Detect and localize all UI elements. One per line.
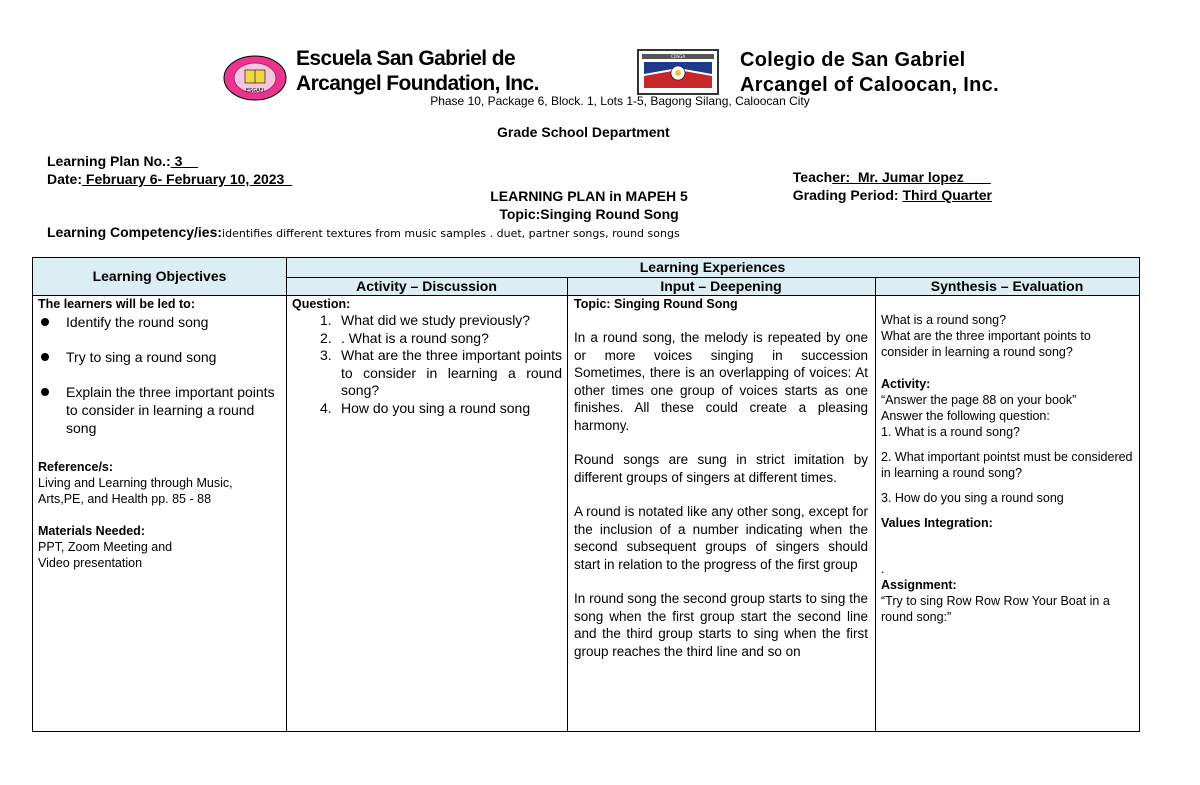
list-item: Identify the round song: [38, 313, 281, 331]
synthesis-q2: What are the three important points to consider in learning a round song?: [881, 329, 1091, 359]
materials-line2: Video presentation: [38, 556, 143, 570]
values-integration-dot: .: [881, 562, 885, 576]
activity-cell: [292, 296, 562, 417]
teacher-value: er: Mr. Jumar lopez: [832, 169, 991, 185]
references-text: Living and Learning through Music, Arts,PE, and Health pp. 85 - 88: [38, 476, 233, 506]
school-address: Phase 10, Package 6, Block. 1, Lots 1-5, Bagong Silang, Caloocan City: [430, 94, 810, 108]
competency-value: identifies different textures from music samples . duet, partner songs, round songs: [222, 227, 680, 240]
school-name-left-line1: Escuela San Gabriel de: [296, 47, 516, 70]
bullet-icon: [41, 318, 49, 326]
input-paragraph-2: Round songs are sung in strict imitation by different groups of singers at different times.: [574, 452, 868, 485]
plan-date-label: Date:: [47, 171, 83, 187]
plan-number-label: Learning Plan No.:: [47, 153, 171, 169]
plan-number-value: 3__: [170, 153, 198, 169]
svg-text:CDSGA: CDSGA: [670, 54, 686, 59]
plan-date: [47, 171, 292, 187]
synthesis-cell: [881, 296, 1135, 625]
svg-text:ESGAFI: ESGAFI: [246, 88, 264, 94]
header-learning-objectives: Learning Objectives: [92, 268, 227, 284]
input-paragraph-4: In round song the second group starts to sing the song when the first group start the second line and the third group starts to sing when the first group reaches the third line and so on: [574, 591, 868, 659]
column-divider: [875, 277, 876, 731]
list-item: 1. What did we study previously?: [320, 312, 531, 328]
column-divider: [567, 277, 568, 731]
input-paragraph-3: A round is notated like any other song, except for the inclusion of a number indicating when the second subsequent groups of singers should start in relation to the progress of the first group: [574, 504, 868, 572]
school-name-left: [296, 46, 539, 96]
learning-plan-table: [32, 257, 1140, 732]
school-logo-right: [636, 48, 720, 96]
plan-date-value: February 6- February 10, 2023_: [82, 171, 293, 187]
materials-label: Materials Needed:: [38, 524, 145, 538]
bullet-icon: [41, 388, 49, 396]
values-integration-label: Values Integration:: [881, 516, 993, 530]
list-item: 4. How do you sing a round song: [320, 399, 531, 416]
synthesis-a2: 2. What important pointst must be considered in learning a round song?: [881, 450, 1133, 480]
list-item: Try to sing a round song: [38, 348, 281, 366]
list-item: 2. . What is a round song?: [320, 329, 489, 346]
objectives-list: [38, 313, 281, 437]
list-item: Explain the three important points to consider in learning a round song: [38, 383, 281, 437]
header-input-deepening: Input – Deepening: [660, 278, 782, 294]
department-title: Grade School Department: [497, 124, 670, 140]
learning-competency: [47, 224, 680, 240]
input-paragraph-1: In a round song, the melody is repeated by one or more voices singing in succession Sometimes, there is an overlapping of voices: At other times one group of voices starts as one finishes. All these could create a pleasing harmony.: [574, 330, 868, 433]
grading-period-label: Grading Period:: [792, 187, 903, 203]
synthesis-answer-text: Answer the following question:: [881, 409, 1050, 423]
synthesis-activity-text: “Answer the page 88 on your book”: [881, 393, 1077, 407]
plan-title: LEARNING PLAN in MAPEH 5: [490, 188, 688, 204]
assignment-text: “Try to sing Row Row Row Your Boat in a round song:”: [881, 594, 1110, 624]
synthesis-activity-label: Activity:: [881, 377, 931, 391]
bullet-icon: [41, 353, 49, 361]
plan-number: [47, 153, 198, 169]
school-name-right-line2: Arcangel of Caloocan, Inc.: [740, 74, 999, 96]
objectives-cell: [38, 296, 281, 571]
teacher-label: Teach: [792, 169, 833, 185]
synthesis-a1: 1. What is a round song?: [881, 425, 1020, 439]
input-topic: Topic: Singing Round Song: [574, 297, 738, 311]
school-name-right: [740, 48, 999, 98]
question-list: [292, 312, 562, 417]
references-label: Reference/s:: [38, 460, 114, 474]
list-item: 3. What are the three important points to consider in learning a round song?: [320, 347, 562, 398]
header-synthesis-evaluation: Synthesis – Evaluation: [930, 278, 1084, 294]
header-learning-experiences: Learning Experiences: [639, 259, 786, 275]
materials-line1: PPT, Zoom Meeting and: [38, 540, 173, 554]
column-divider: [286, 258, 287, 731]
synthesis-q1: What is a round song?: [881, 313, 1007, 327]
assignment-label: Assignment:: [881, 578, 957, 592]
school-name-right-line1: Colegio de San Gabriel: [740, 49, 966, 71]
school-name-left-line2: Arcangel Foundation, Inc.: [296, 72, 539, 95]
synthesis-a3: 3. How do you sing a round song: [881, 491, 1064, 505]
grading-period-value: Third Quarter: [902, 187, 992, 203]
input-cell: [574, 296, 868, 660]
objectives-lead: The learners will be led to:: [38, 297, 195, 311]
question-label: Question:: [292, 297, 351, 311]
header-activity-discussion: Activity – Discussion: [356, 278, 497, 294]
competency-label: Learning Competency/ies:: [47, 224, 223, 240]
plan-topic: Topic:Singing Round Song: [499, 206, 679, 222]
